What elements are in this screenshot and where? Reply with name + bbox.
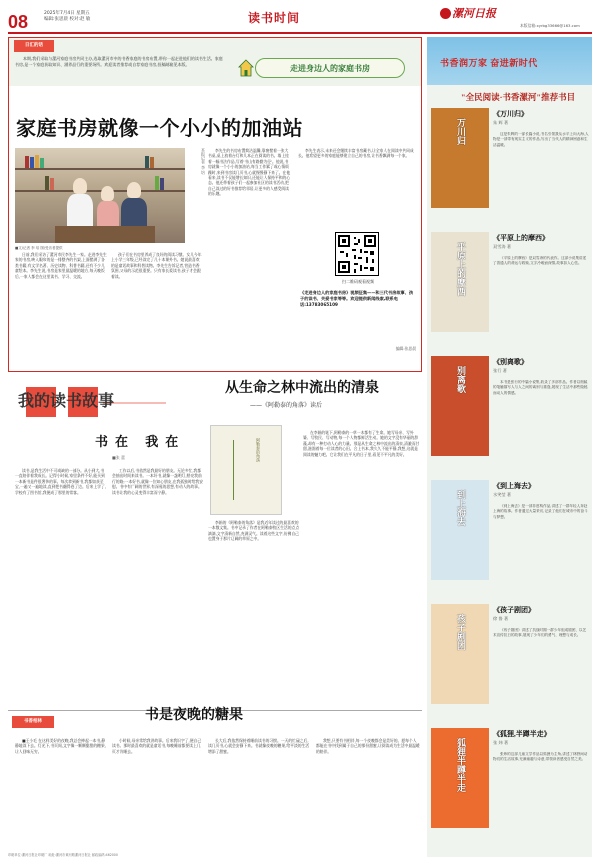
story-headline: 从生命之林中流出的清泉 [225, 381, 379, 396]
bottom-column-3: 长大后,我依然保持着睡前读书的习惯。一天的忙碌之后,读几页书,心就会安静下来。书就像夜晚的糖果,给平淡的生活增添了甜蜜。 [208, 738, 310, 754]
article-byline: 本报记者 李 培 [201, 148, 206, 175]
feature-intro: 本期,我们采取与漯河家庭书房共同主办,选取漯河市中的书香家庭的书房布置,带你一起走进他们的读书生活。家庭书房,是一个家庭获取知识、涵养品行的重要场所。欢迎读者推荐或自荐家庭书房,投稿邮箱见本版。 [15, 56, 223, 67]
feature-column-1: 日前,我们采访了漯河市民李先生一家。走进李先生家的书房,映入眼帘的是一排整齐的书架,上面摆满了各类书籍,有文学名著、历史读物、科普书籍,还有不少儿童绘本。李先生说,书房是家里最温暖的地方,每天晚饭后,一家人都会在这里读书、学习、交流。 [15, 252, 107, 279]
book-name: 《到上海去》 [493, 482, 535, 490]
book-author: 双雪涛 著 [493, 244, 512, 250]
bottom-column-1: ■王小毛 在这样美好的夜晚,我总会捧起一本书,静静地读下去。灯光下,书页间,文字像一颗颗甜甜的糖果,让人回味无穷。 [15, 738, 106, 754]
book-name: 《万川归》 [493, 110, 528, 118]
book-description: 张炜的这部儿童文学作品以狐狸为主角,讲述了林野间动物们的生活故事,充满童趣与诗意,带领读者感受自然之美。 [493, 752, 588, 762]
section-title: 读书时间 [248, 11, 301, 25]
feature-slogan: 走进身边人的家庭书房 [255, 58, 405, 78]
header-rule [8, 32, 592, 34]
book-cover [431, 604, 489, 704]
book-cover-title: 别离歌 [456, 366, 466, 393]
page-footer: 印刷单位:漯河日报社印刷厂 地址:漯河市黄河路漯河日报社 邮政编码:462000 [8, 853, 118, 857]
book-author: 水笑莹 著 [493, 492, 512, 498]
feature-editor-line: 编辑:张思晨 [395, 346, 416, 351]
book-cover [431, 356, 489, 456]
book-name: 《孩子剧团》 [493, 606, 535, 614]
book-description: 《到上海去》是一部非虚构作品,讲述了一群年轻人奔赴上海的故事。作者通过大量采访,记录了他们在城市中的奋斗与梦想。 [493, 504, 588, 519]
article2-column-3: 李娟的《阿勒泰的角落》是我近年读过的最喜欢的一本散文集。书中记录了作者在阿勒泰牧区生活的点点滴滴,文字清新自然,充满灵气。读着这些文字,仿佛自己也置身于那片辽阔的草原之中。 [208, 520, 300, 542]
family-photo [15, 148, 185, 243]
page-number: 08 [8, 12, 29, 32]
qr-description: 《走进身边人的家庭书房》视频征集——和三代书房故事、孩子的读书、关爱书家等等。欢迎提供新闻线索,联系电话:13783065109 [300, 290, 414, 307]
book-author: 徐 鲁 著 [493, 616, 509, 622]
qr-caption: 扫二维码观看视频 [342, 279, 374, 284]
story-banner-text: 我的读书故事 [18, 393, 115, 410]
article2-column-2: 工作以后,书依然是我最好的朋友。无论多忙,我都会抽出时间来读书。一本好书,就像一盏明灯,照亮我前行的路;一本好书,就像一位知心朋友,在我孤独时给我安慰。书中有广阔的世界,有深邃的思想,有动人的故事。读书让我的心灵变得丰富而宁静。 [112, 468, 204, 495]
book-cover-title: 狐狸半蹲半走 [456, 738, 466, 792]
book-author: 张行 著 [493, 368, 507, 374]
book-name: 《平原上的摩西》 [493, 234, 549, 242]
article2-author: ■张 蕾 [112, 455, 126, 460]
book-cover [431, 480, 489, 580]
book-cover-altay [210, 425, 282, 515]
editor-name: 编辑:张思晨 [44, 17, 69, 22]
book-name: 《狐狸,半蹲半走》 [493, 730, 551, 738]
bottom-headline: 书是夜晚的糖果 [145, 708, 243, 723]
bottom-tag: 书香桔林 [12, 716, 54, 728]
book-cover-title: 平原上的摩西 [456, 242, 466, 296]
feature-tag: 日汇的话 [14, 40, 54, 52]
book-cover [431, 108, 489, 208]
story-banner [8, 385, 168, 421]
story-subtitle: ——《阿勒泰的角落》读后 [250, 402, 323, 409]
book-info [493, 482, 589, 558]
book-info [493, 730, 589, 806]
book-info [493, 358, 589, 434]
book-cover-title: 孩子剧团 [456, 614, 466, 650]
book-info [493, 110, 589, 186]
bottom-column-2: 小时候,母亲常给我讲故事。后来我识字了,便自己读书。那时最喜欢的就是童话书,每晚睡前都要读上几页才肯睡去。 [112, 738, 202, 754]
header-meta [44, 11, 90, 23]
book-cover-title: 到上海去 [456, 490, 466, 526]
book-cover-title: 万川归 [456, 118, 466, 145]
qr-code-icon[interactable] [335, 232, 379, 276]
feature-column-3: 李先生的书房布置简洁温馨,靠窗摆着一张大书桌,桌上放着台灯和几本正在阅读的书。墙上挂着一幅书法作品,写着'书山有路勤为径'。他说,书房就像一个小小的加油站,每当工作累了或心情烦躁时,来到书房读几页书,心就慢慢静下来了。在他看来,读书不仅能增长知识,还能让人保持平和的心态。他还带着孩子们一起参加社区的读书活动,把自己读过的好书推荐给邻居,让更多的人感受阅读的乐趣。 [208, 148, 291, 197]
book-cover [431, 728, 489, 828]
bottom-column-4: 我想,只要有书相伴,每一个夜晚都会是美好的。愿每个人都能在书中找到属于自己的那份甜蜜,让阅读成为生活中最温暖的陪伴。 [316, 738, 420, 754]
book-description: 《平原上的摩西》是双雪涛的代表作。这部小说集讲述了普通人的命运与救赎,文字冷峻而深情,故事扣人心弦。 [493, 256, 587, 266]
book-description: 本书是张行的中篇小说集,收录了多部作品。作者以细腻的笔触描写人与人之间的离别与重逢,展现了生活中那些隐秘而动人的情感。 [493, 380, 588, 395]
sidebar-banner-text: 书香润万家 奋进新时代 [440, 58, 538, 68]
feature-column-4: 李先生表示,未来还会继续丰富书房藏书,让全家人在阅读中共同成长。他希望更多的家庭能够建立自己的书房,让书香飘满每一个家。 [298, 148, 414, 159]
book-info [493, 606, 589, 682]
hotline: 本版信箱:xyrbg33666@163.com [520, 23, 580, 28]
article2-column-1: 读书,是我生活中不可或缺的一部分。从小到大,书一直陪伴着我成长。记得小时候,家里条件不好,能买到一本新书是件很奢侈的事。每次拿到新书,我都如获至宝,一遍又一遍地读,直到把书翻得卷了边。后来上学了,学校有了图书馆,我便成了那里的常客。 [15, 468, 106, 495]
book-author: 朱 辉 著 [493, 120, 509, 126]
book-info [493, 234, 589, 310]
feature-column-2: 孩子们在书房里养成了良好的阅读习惯。女儿今年上小学三年级,已经读完了几十本课外书。她说最喜欢的是童话故事和科普读物。李先生告诉记者,营造书香氛围,父母的示范很重要。只有家长爱读书,孩子才会跟着读。 [111, 252, 202, 279]
sidebar-title: "全民阅读·书香漯河"推荐书目 [460, 92, 576, 102]
article2-column-4: 在李娟的笔下,阿勒泰的一草一木都有了生命。她写母亲、写外婆、写牧民、写动物,每一个人物都鲜活生动。她的文字没有华丽的辞藻,却有一种打动人心的力量。那是从生命之林中流出的清泉,清澈而甘甜,滋润着每一位读者的心田。合上书本,我久久不能平静,我想,这就是阅读的魅力吧。它让我们在平凡的日子里,看见不平凡的美好。 [303, 430, 420, 457]
proofreader-name: 校对:赵 敏 [69, 17, 91, 22]
book-cover [431, 232, 489, 332]
issue-date: 2025年7月4日 [44, 11, 75, 16]
main-headline: 家庭书房就像一个小小的加油站 [16, 118, 303, 140]
book-description: 这是朱辉的一部长篇小说,书名引领我从水平上向大海,人物是一部带有现实主义的作品,写出了当代人的精神困惑和生活温暖。 [493, 132, 589, 147]
issue-weekday: 星期五 [76, 11, 90, 16]
newspaper-logo: 漯河日报 [452, 8, 496, 20]
house-icon [238, 58, 254, 78]
article2-title: 书在 我在 [95, 434, 186, 449]
book-author: 张 炜 著 [493, 740, 509, 746]
book-name: 《别离歌》 [493, 358, 528, 366]
book-cover-title: 阿勒泰的角落 [256, 438, 261, 462]
book-description: 《孩子剧团》讲述了抗战时期一群少年组成剧团、以艺术宣传抗日的故事,展现了少年们的勇气、理想与成长。 [493, 628, 587, 638]
logo-mark-icon [440, 8, 451, 19]
photo-caption: ■文/记者 李 培 图/受访者提供 [15, 246, 63, 250]
